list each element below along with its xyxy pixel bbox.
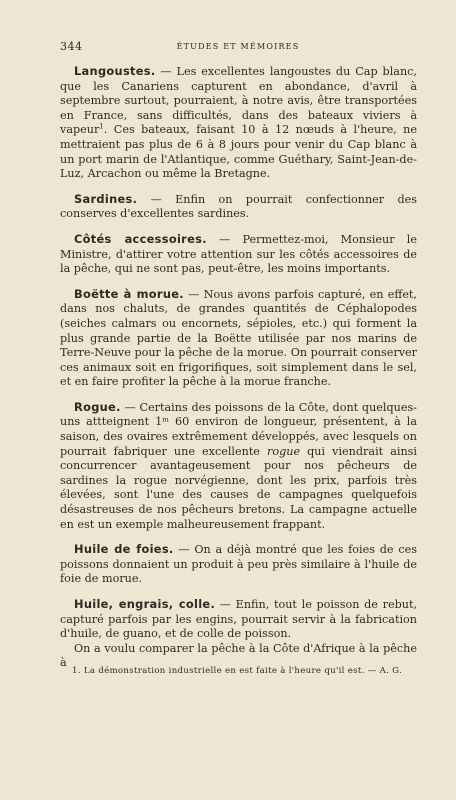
- paragraph-text: — Certains des poissons de la Côte, dont quelques-uns attteignent 1ᵐ 60 environ de longueur, présentent, à la saison, des ovaires extrêmement développés, avec lesquels on pourrait fabriquer une excellente: [60, 400, 417, 458]
- footnote-ref: 1: [99, 122, 104, 131]
- paragraph-langoustes: [60, 64, 417, 182]
- paragraph-heading: Boëtte à morue.: [74, 286, 184, 301]
- paragraph-text: — Enfin, tout le poisson de rebut, capturé parfois par les engins, pourrait servir à la fabrication d'huile, de guano, et de colle de poisson.: [60, 598, 417, 641]
- paragraph-heading: Sardines.: [74, 191, 138, 206]
- paragraph-huile-foies: [60, 542, 417, 587]
- paragraph-rogue: [60, 400, 417, 532]
- paragraph-text: — Enfin on pourrait confectionner des conserves d'excellentes sardines.: [60, 192, 417, 221]
- italic-term: rogue: [267, 444, 301, 458]
- paragraph-heading: Huile de foies.: [74, 542, 174, 557]
- paragraph-text: On a voulu comparer la pêche à la Côte d'Afrique à la pêche à: [60, 641, 417, 670]
- paragraph-text: — On a déjà montré que les foies de ces poissons donnaient un produit à peu près similaire à l'huile de foie de morue.: [60, 543, 417, 586]
- paragraph-text-cont: . Ces bateaux, faisant 10 à 12 nœuds à l'heure, ne mettraient pas plus de 6 à 8 jours pour venir du Cap blanc à un port marin de l'Atlantique, comme Guéthary, Saint-Jean-de-Luz, Arcachon ou même la Bretagne.: [60, 123, 417, 181]
- paragraph-cotes-accessoires: [60, 232, 417, 277]
- paragraph-sardines: [60, 192, 417, 222]
- paragraph-boette: [60, 287, 417, 390]
- paragraph-heading: Langoustes.: [74, 64, 156, 78]
- paragraph-text: — Les excellentes langoustes du Cap blanc, que les Canariens capturent en abondance, d'avril à septembre surtout, pourraient, à notre avis, être transportées en France, sans difficultés, dans des bateaux viviers à vapeur: [60, 65, 417, 137]
- body-text: [60, 64, 417, 671]
- paragraph-text-cont: qui viendrait ainsi concurrencer avantageusement pour nos pêcheurs de sardines la rogue norvégienne, dont les prix, parfois très élevées, sont l'une des causes de campagnes quelquefois désastreuses de nos pêcheurs bretons. La campagne actuelle en est un exemple malheureusement frappant.: [60, 444, 417, 531]
- page-number: 344: [60, 40, 83, 53]
- running-title: ÉTUDES ET MÉMOIRES: [176, 42, 300, 51]
- paragraph-text: — Nous avons parfois capturé, en effet, dans nos chaluts, de grandes quantités de Céphalopodes (seiches calmars ou encornets, sépioles, etc.) qui forment la plus grande partie de la Boëtte utilisée par nos marins de Terre-Neuve pour la pêche de la morue. On pourrait conserver ces animaux soit en frigorifiques, soit simplement dans le sel, et en faire profiter la pêche à la morue franche.: [60, 287, 417, 389]
- footnote: 1. La démonstration industrielle en est faite à l'heure qu'il est. — A. G.: [72, 666, 403, 676]
- paragraph-heading: Rogue.: [74, 399, 121, 414]
- paragraph-text: — Permettez-moi, Monsieur le Ministre, d'attirer votre attention sur les côtés accessoires de la pêche, qui ne sont pas, peut-être, les moins importants.: [60, 232, 417, 276]
- paragraph-heading: Huile, engrais, colle.: [74, 597, 216, 611]
- paragraph-heading: Côtés accessoires.: [74, 231, 207, 246]
- paragraph-huile-engrais: [60, 597, 417, 642]
- page-header: [60, 40, 416, 54]
